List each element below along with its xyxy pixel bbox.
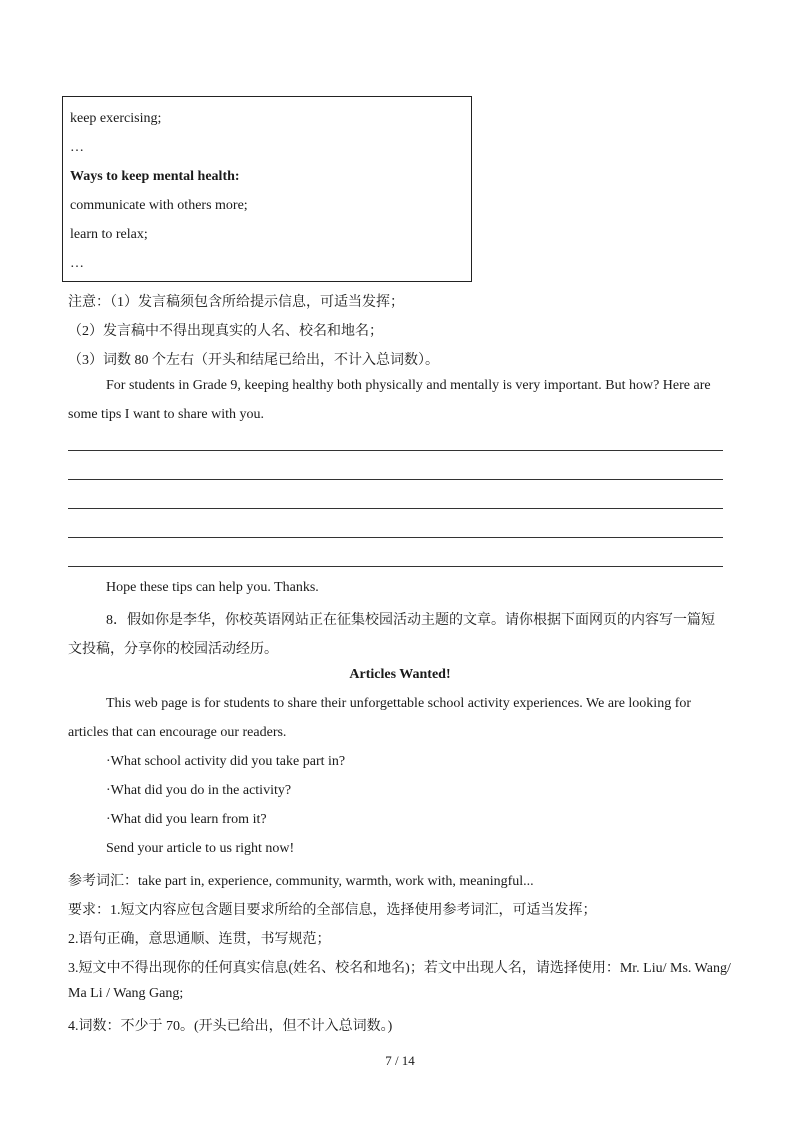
requirement-3a: 3.短文中不得出现你的任何真实信息(姓名、校名和地名)；若文中出现人名，请选择使用：Mr. Liu/ Ms. Wang/ (68, 961, 731, 976)
intro-1: This web page is for students to share their unforgettable school activity experiences. We are looking for (106, 696, 692, 711)
speech-closing: Hope these tips can help you. Thanks. (106, 580, 319, 595)
q8-prompt-2: 文投稿，分享你的校园活动经历。 (68, 642, 278, 657)
speech-opening-1: For students in Grade 9, keeping healthy both physically and mentally is very important. But how? Here are (106, 378, 711, 393)
requirement-3b: Ma Li / Wang Gang; (68, 986, 184, 1001)
box-line-2: … (70, 140, 84, 155)
vocab: 参考词汇：take part in, experience, community, warmth, work with, meaningful... (68, 874, 534, 889)
page-number: 7 / 14 (385, 1053, 415, 1068)
writing-line-1 (68, 450, 723, 451)
writing-line-2 (68, 479, 723, 480)
box-line-5: learn to relax; (70, 227, 148, 242)
box-line-1: keep exercising; (70, 111, 162, 126)
send-article: Send your article to us right now! (106, 841, 295, 856)
writing-line-3 (68, 508, 723, 509)
articles-title: Articles Wanted! (349, 667, 451, 682)
note-1: 注意：（1）发言稿须包含所给提示信息，可适当发挥； (68, 295, 404, 310)
writing-line-4 (68, 537, 723, 538)
box-line-6: … (70, 256, 84, 271)
note-2: （2）发言稿中不得出现真实的人名、校名和地名； (68, 324, 383, 339)
q8-prompt-1: 8．假如你是李华，你校英语网站正在征集校园活动主题的文章。请你根据下面网页的内容写一篇短 (106, 613, 715, 628)
tips-box (62, 96, 472, 282)
requirement-1: 要求：1.短文内容应包含题目要求所给的全部信息，选择使用参考词汇，可适当发挥； (68, 903, 597, 918)
box-heading-mental: Ways to keep mental health: (70, 169, 240, 184)
question-1: ·What school activity did you take part in? (106, 754, 346, 769)
requirement-4: 4.词数：不少于 70。(开头已给出，但不计入总词数。) (68, 1019, 393, 1034)
writing-line-5 (68, 566, 723, 567)
intro-2: articles that can encourage our readers. (68, 725, 287, 740)
note-3: （3）词数 80 个左右（开头和结尾已给出，不计入总词数）。 (68, 353, 439, 368)
question-3: ·What did you learn from it? (106, 812, 267, 827)
question-2: ·What did you do in the activity? (106, 783, 292, 798)
requirement-2: 2.语句正确，意思通顺、连贯，书写规范； (68, 932, 331, 947)
speech-opening-2: some tips I want to share with you. (68, 407, 264, 422)
box-line-4: communicate with others more; (70, 198, 248, 213)
